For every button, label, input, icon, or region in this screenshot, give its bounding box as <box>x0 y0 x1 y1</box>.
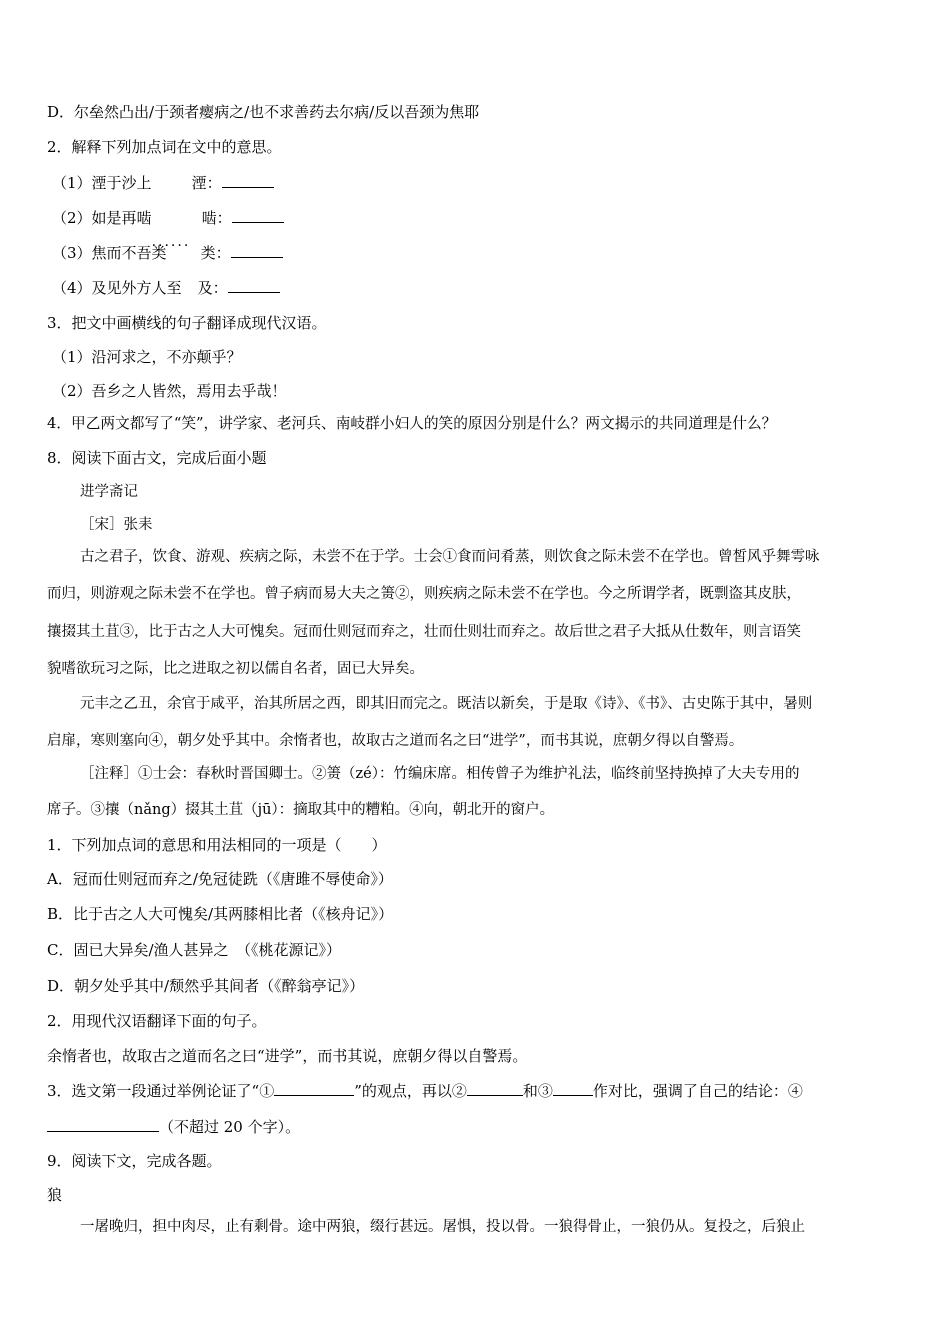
answer-blank <box>274 1080 354 1096</box>
q2-item-num: （1） <box>52 174 92 192</box>
s8-q3-part1: 3．选文第一段通过举例论证了“① <box>47 1082 275 1100</box>
s8-q2-title: 2．用现代汉语翻译下面的句子。 <box>47 1012 267 1030</box>
q3-item-2: （2）吾乡之人皆然，焉用去乎哉！ <box>52 382 287 400</box>
annotation-line: 席子。③攘（nǎng）掇其土苴（jū）：摘取其中的糟粕。④向，朝北开的窗户。 <box>47 802 555 818</box>
answer-blank <box>228 277 280 293</box>
q2-item-1 <box>52 172 274 193</box>
essay-author: ［宋］张耒 <box>80 517 153 533</box>
paragraph-line: 而归，则游观之际未尝不在学也。曾子病而易大夫之箦②，则疾病之际未尝不在学也。今之所谓学者，既剽盗其皮肤， <box>47 586 801 602</box>
q2-item-4 <box>52 277 280 298</box>
annotation-line: ［注释］①士会：春秋时晋国卿士。②箦（zé）：竹编床席。相传曾子为维护礼法，临终前坚持换掉了大夫专用的 <box>80 766 800 782</box>
q2-item-phrase: 如是再啮 <box>91 209 152 227</box>
q2-item-num: （2） <box>52 209 92 227</box>
paragraph-line: 一屠晚归，担中肉尽，止有剩骨。途中两狼，缀行甚远。屠惧，投以骨。一狼得骨止，一狼仍从。复投之，后狼止 <box>80 1219 805 1235</box>
q2-item-phrase: 湮于沙上 <box>91 174 152 192</box>
s8-q3-line1 <box>47 1080 803 1101</box>
q3-title: 3．把文中画横线的句子翻译成现代汉语。 <box>47 314 327 332</box>
answer-blank <box>47 1116 159 1132</box>
paragraph-line: 启扉，寒则塞向④，朝夕处乎其中。余惰者也，故取古之道而名之曰“进学”，而书其说，庶朝夕得以自警焉。 <box>47 733 744 749</box>
answer-blank <box>232 207 284 223</box>
q2-item-phrase: 及见外方人至 <box>91 279 182 297</box>
s8-q3-part5: （不超过 20 个字）。 <box>159 1118 301 1136</box>
q1-option-d: D．尔垒然凸出/于颈者瘿病之/也不求善药去尔病/反以吾颈为焦耶 <box>47 103 480 121</box>
paragraph-line: 元丰之乙丑，余官于咸平，治其所居之西，即其旧而完之。既洁以新矣，于是取《诗》、《书》、古史陈于其中，暑则 <box>80 696 813 712</box>
q2-title: 2．解释下列加点词在文中的意思。 <box>47 138 282 156</box>
q3-item-1: （1）沿河求之，不亦颠乎？ <box>52 348 242 366</box>
s8-q2-sentence: 余惰者也，故取古之道而名之曰“进学”，而书其说，庶朝夕得以自警焉。 <box>47 1047 528 1065</box>
q2-item-word: 啮： <box>201 209 232 227</box>
q2-item-2: （2）如是再啮 ...... 啮： <box>52 207 284 228</box>
s8-q1-option-a: A．冠而仕则冠而弃之/免冠徒跣（《唐雎不辱使命》） <box>47 870 393 888</box>
section9-heading: 9．阅读下文，完成各题。 <box>47 1152 222 1170</box>
s8-q3-part4: 作对比，强调了自己的结论：④ <box>592 1082 803 1100</box>
answer-blank <box>231 242 283 258</box>
q2-item-word: 类： <box>200 244 231 262</box>
s8-q3-part2: ”的观点，再以② <box>354 1082 467 1100</box>
s8-q1-title: 1．下列加点词的意思和用法相同的一项是（ ） <box>47 836 387 854</box>
s8-q3-line2 <box>47 1116 300 1137</box>
answer-blank <box>222 172 274 188</box>
s8-q1-option-b: B．比于古之人大可愧矣/其两膝相比者（《核舟记》） <box>47 905 394 923</box>
s8-q1-option-c: C．固已大异矣/渔人甚异之 （《桃花源记》） <box>47 941 342 959</box>
answer-blank <box>553 1080 593 1096</box>
section9-title: 狼 <box>47 1186 63 1204</box>
q2-item-3 <box>52 242 283 263</box>
q2-item-word: 及： <box>197 279 228 297</box>
s8-q3-part3: 和③ <box>522 1082 553 1100</box>
paragraph-line: 古之君子，饮食、游观、疾病之际，未尝不在于学。士会①食而问肴蒸，则饮食之际未尝不在学也。曾皙风乎舞雩咏 <box>80 549 820 565</box>
q2-item-phrase: 焦而不吾类 <box>91 244 167 262</box>
essay-title: 进学斋记 <box>80 484 138 500</box>
paragraph-line: 貌嗜欲玩习之际，比之进取之初以儒自名者，固已大异矣。 <box>47 661 424 677</box>
s8-q1-option-d: D．朝夕处乎其中/颓然乎其间者（《醉翁亭记》） <box>47 977 365 995</box>
q4-text: 4．甲乙两文都写了“笑”，讲学家、老河兵、南岐群小妇人的笑的原因分别是什么？两文揭示的共同道理是什么？ <box>47 415 777 432</box>
section8-heading: 8．阅读下面古文，完成后面小题 <box>47 449 267 467</box>
q2-item-num: （4） <box>52 279 92 297</box>
q2-item-word: 湮： <box>191 174 222 192</box>
q2-item-num: （3） <box>52 244 92 262</box>
answer-blank <box>467 1080 523 1096</box>
paragraph-line: 攘掇其土苴③，比于古之人大可愧矣。冠而仕则冠而弃之，壮而仕则壮而弃之。故后世之君子大抵从仕数年，则言语笑 <box>47 624 801 640</box>
